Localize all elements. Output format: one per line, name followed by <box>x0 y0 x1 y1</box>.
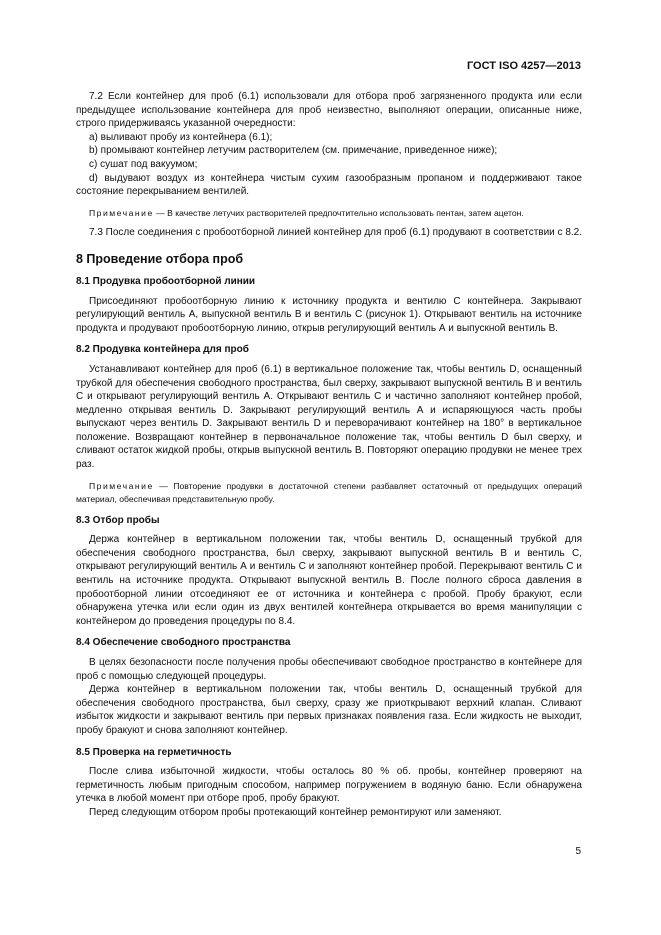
page-number: 5 <box>575 846 581 857</box>
paragraph-8-5-b: Перед следующим отбором пробы протекающий контейнер ремонтируют или заменяют. <box>89 806 502 818</box>
section-8-4-title: 8.4 Обеспечение свободного пространства <box>76 637 291 649</box>
paragraph-7-3: 7.3 После соединения с пробоотборной линией контейнер для проб (6.1) продувают в соответствии с 8.2. <box>89 226 583 238</box>
note-label: Примечание <box>89 480 154 491</box>
note-text: — Повторение продувки в достаточной степени разбавляет остаточный от предыдущих операций материал, обеспечивая представительную пробу. <box>76 480 582 504</box>
section-8-3-title: 8.3 Отбор пробы <box>76 514 160 526</box>
paragraph-8-3: Держа контейнер в вертикальном положении так, чтобы вентиль D, оснащенный трубкой для обеспечения свободного пространства, был сверху, закрывают выпускной вентиль В и вентиль С, открывают регулирующий вентиль А и вентиль С и заполняют контейнер пробой. Перекрывают вентиль С и вентиль на источнике продукта. Открывают выпускной вентиль В. После полного сброса давления в пробоотборной линии отсоединяют ее от источника и контейнера с пробой. Пробу бракуют, если обнаружена утечка или если один из двух вентилей контейнера открывается во время манипуляции с контейнером до проведения процедуры по 8.4. <box>76 534 582 627</box>
paragraph-8-2: Устанавливают контейнер для проб (6.1) в вертикальное положение так, чтобы вентиль D, оснащенный трубкой для обеспечения свободного пространства, был сверху, закрывают выпускной вентиль В и вентиль С и открывают регулирующий вентиль А. Открывают вентиль С и частично заполняют контейнер пробой, медленно открывая вентиль D. Закрывают регулирующий вентиль А и испаряющуюся часть пробы выпускают через вентиль D. Закрывают вентиль D и переворачивают контейнер на 180° в вертикальное положение. Возвращают контейнер в первоначальное положение так, чтобы вентиль D был сверху, и сливают остаток жидкой пробы, открыв выпускной вентиль В. Повторяют операцию продувки не менее трех раз. <box>76 363 582 471</box>
note-label: Примечание <box>89 207 154 218</box>
section-8-title: 8 Проведение отбора проб <box>76 252 244 267</box>
list-item-d: d) выдувают воздух из контейнера чистым сухим газообразным пропаном и поддерживают такое состояние перекрыванием вентилей. <box>76 172 582 198</box>
section-8-5-title: 8.5 Проверка на герметичность <box>76 746 232 758</box>
note-text: — В качестве летучих растворителей предпочтительно использовать пентан, затем ацетон. <box>153 207 524 218</box>
paragraph-8-1: Присоединяют пробоотборную линию к источнику продукта и вентилю С контейнера. Закрывают регулирующий вентиль А, выпускной вентиль В и вентиль С (рисунок 1). Открывают вентиль на источнике продукта и продувают пробоотборную линию, открыв регулирующий вентиль А и выпускной вентиль В. <box>76 295 582 334</box>
section-8-1-title: 8.1 Продувка пробоотборной линии <box>76 275 256 287</box>
list-item-b: b) промывают контейнер летучим растворителем (см. примечание, приведенное ниже); <box>89 145 498 157</box>
note-7-2 <box>76 207 582 220</box>
paragraph-8-4-a: В целях безопасности после получения пробы обеспечивают свободное пространство в контейнере для проб с помощью следующей процедуры. <box>76 657 582 682</box>
list-item-a: a) выливают пробу из контейнера (6.1); <box>89 131 273 143</box>
document-header: ГОСТ ISO 4257—2013 <box>466 60 581 72</box>
section-8-2-title: 8.2 Продувка контейнера для проб <box>76 344 249 356</box>
paragraph-8-4-b: Держа контейнер в вертикальном положении так, чтобы вентиль D, оснащенный трубкой для обеспечения свободного пространства, был сверху, сразу же приоткрывают верхний клапан. Сливают избыток жидкости и закрывают вентиль при первых признаках появления газа. Если жидкость не выходит, пробу бракуют и снова заполняют контейнер. <box>76 684 582 736</box>
paragraph-8-5-a: После слива избыточной жидкости, чтобы осталось 80 % об. пробы, контейнер проверяют на герметичность любым пригодным способом, например погружением в водяную баню. Если обнаружена утечка в любой момент при отборе проб, пробу бракуют. <box>76 766 582 805</box>
document-body <box>76 90 582 820</box>
paragraph-7-2: 7.2 Если контейнер для проб (6.1) использовали для отбора проб загрязненного продукта или если предыдущее использование контейнера для проб неизвестно, выполняют операции, описанные ниже, строго придерживаясь указанной очередности: <box>76 91 582 130</box>
list-item-c: c) сушат под вакуумом; <box>89 158 198 170</box>
note-8-2 <box>76 480 582 506</box>
